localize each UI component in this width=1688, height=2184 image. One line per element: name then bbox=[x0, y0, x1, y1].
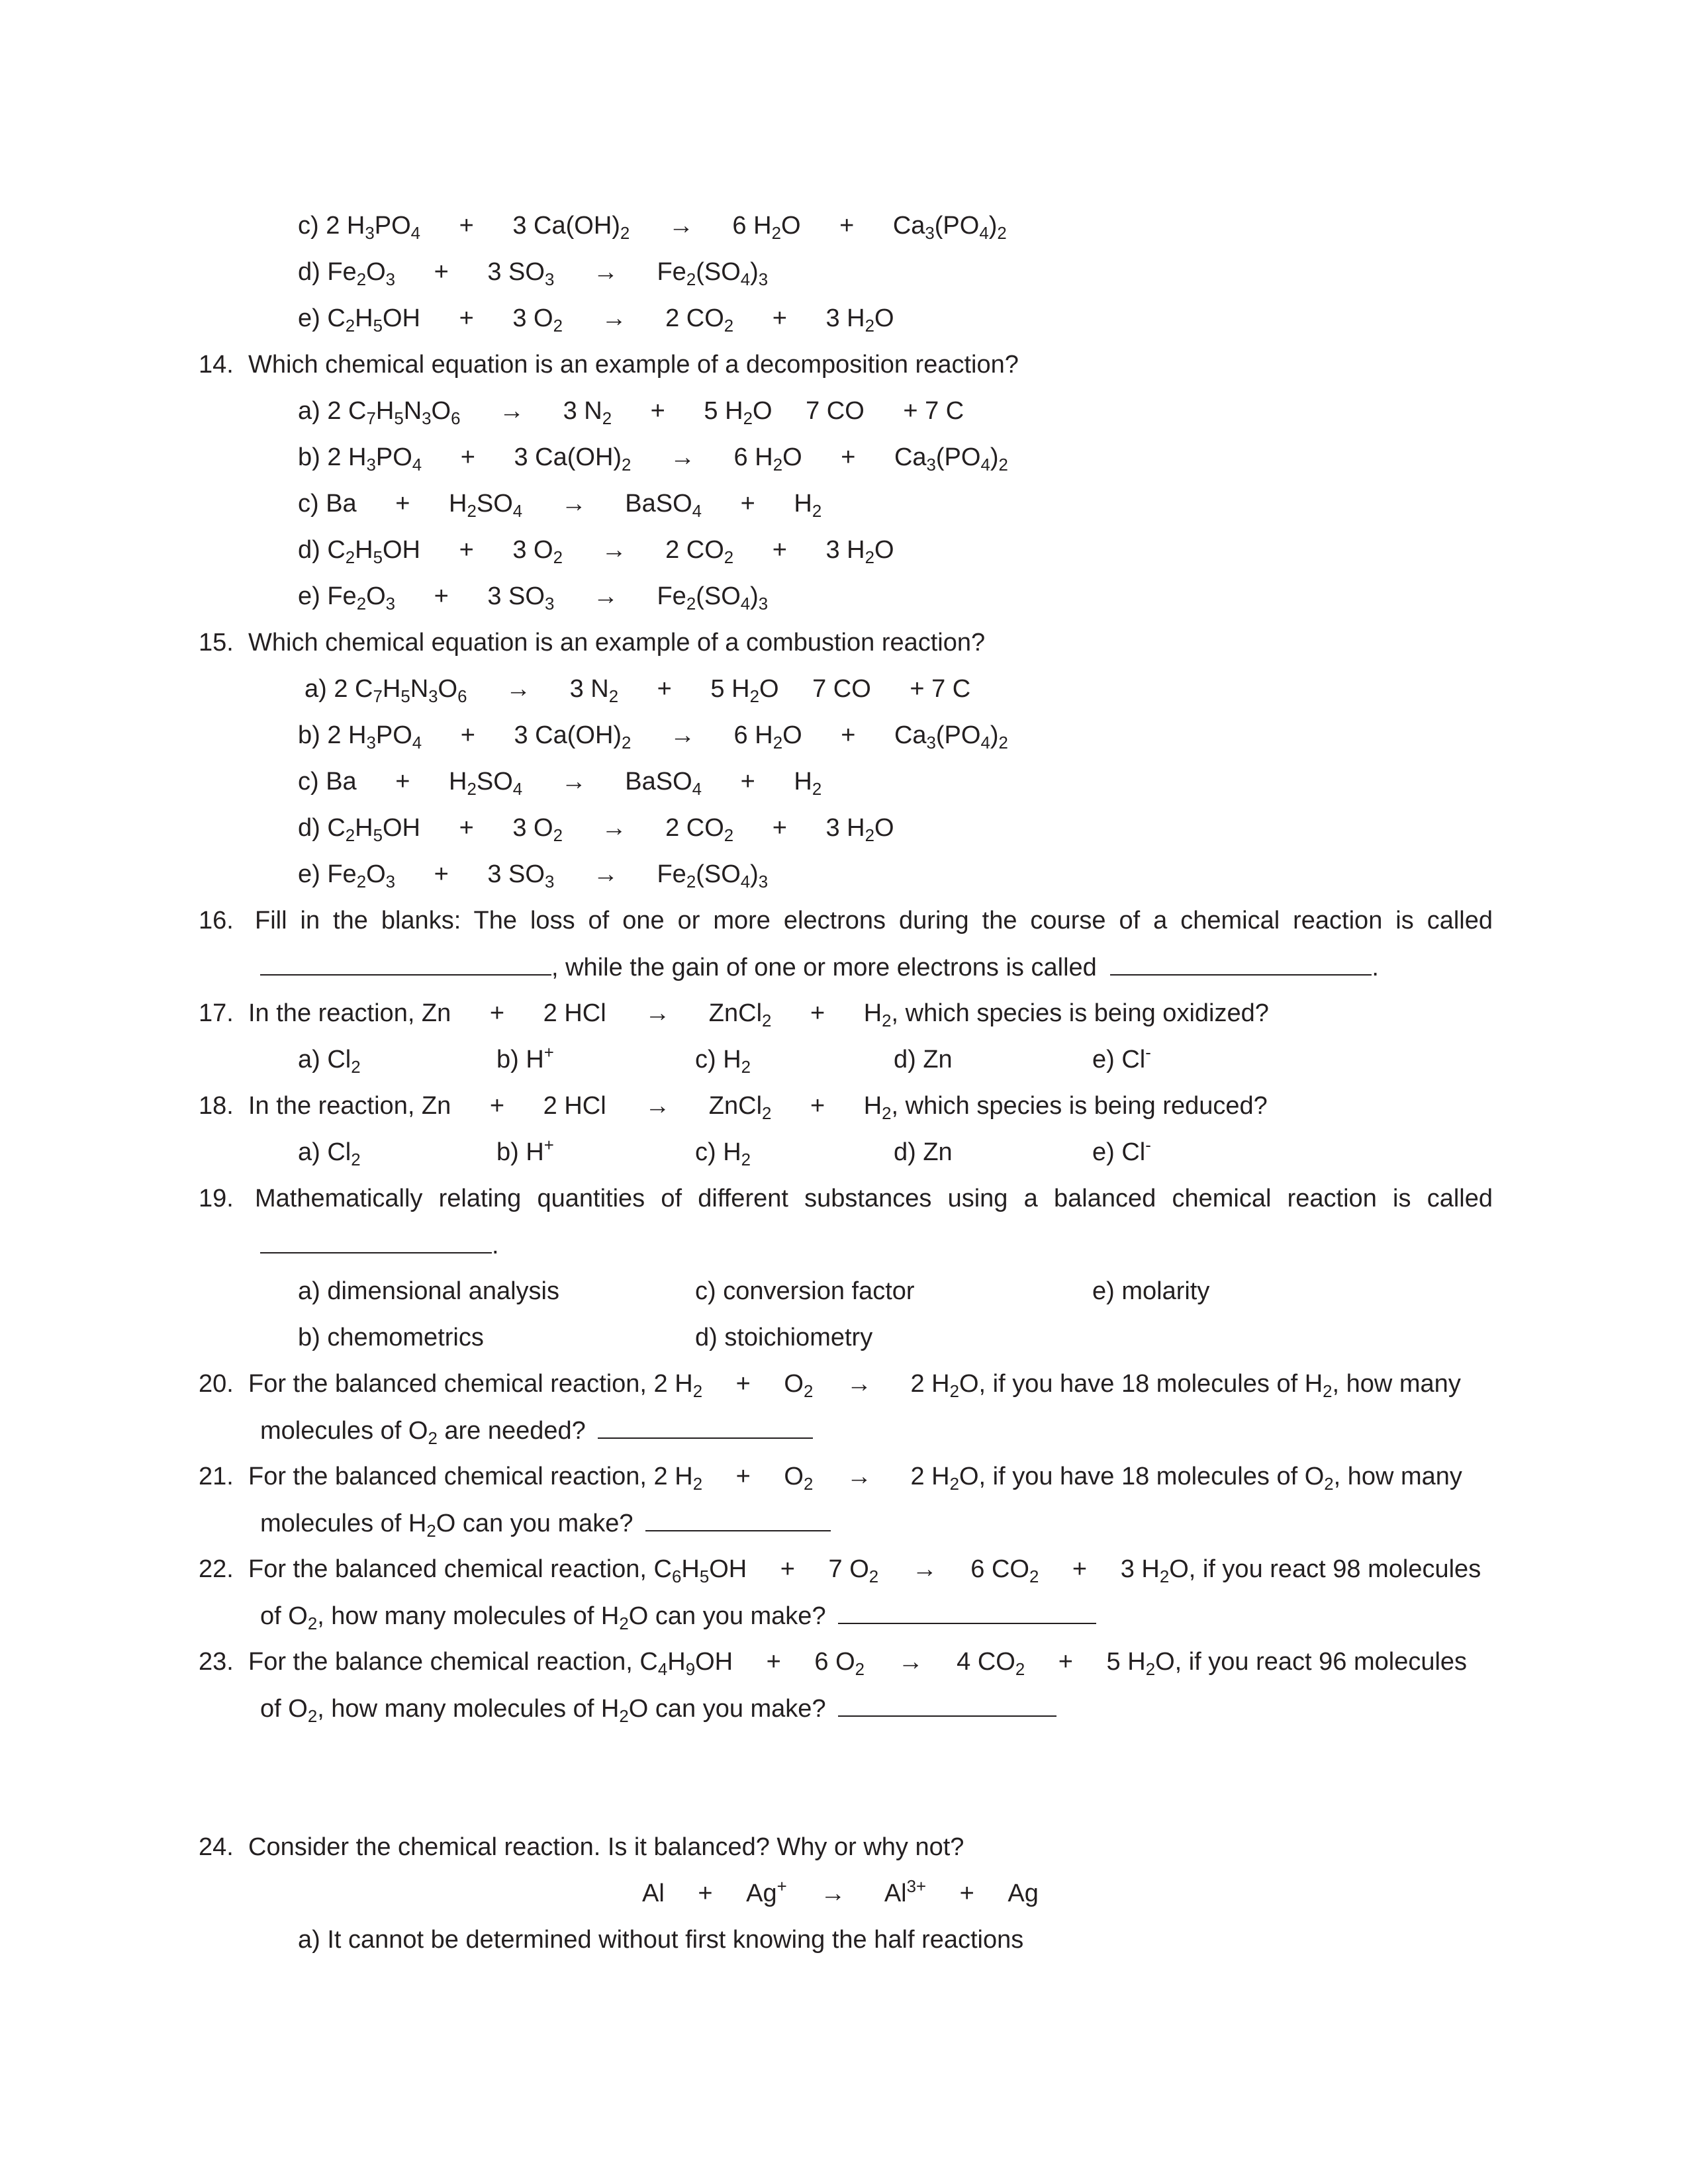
q18-option-a: a) $Cl_2$ bbox=[298, 1138, 361, 1169]
q19-line2: . bbox=[260, 1230, 499, 1261]
q14-option-e: e) $Fe_2O_3 + 3$ $SO_3 \to Fe_2(SO_4)_3$ bbox=[298, 582, 769, 614]
q15-option-d: d) $C_2H_5OH + 3$ $O_2 \to 2$ $CO_2 + 3$ $H_2O$ bbox=[298, 814, 894, 845]
q17-option-c: c) $H_2$ bbox=[695, 1046, 751, 1077]
q20-line2: molecules of $O_2$ are needed? bbox=[260, 1415, 813, 1446]
q19-text: Mathematically relating quantities of different substances using a balanced chemical reaction is called bbox=[255, 1185, 1493, 1212]
q22-number: 22. bbox=[199, 1555, 234, 1583]
q21-answer-blank[interactable] bbox=[645, 1508, 831, 1531]
q21-number: 21. bbox=[199, 1463, 234, 1490]
q15-option-e: e) $Fe_2O_3 + 3$ $SO_3 \to Fe_2(SO_4)_3$ bbox=[298, 860, 769, 891]
q23-answer-blank[interactable] bbox=[838, 1693, 1056, 1717]
q22-line1: For the balanced chemical reaction, $C_6H_5OH + 7$ $O_2 \to 6$ $CO_2 + 3$ $H_2O$, if you react 98 molecules bbox=[248, 1555, 1481, 1586]
q18-option-e: e) Cl- bbox=[1092, 1136, 1151, 1166]
q22-answer-blank[interactable] bbox=[838, 1600, 1096, 1624]
q16-line2: , while the gain of one or more electrons is called . bbox=[260, 952, 1379, 983]
q21-line2: molecules of $H_2O$ can you make? bbox=[260, 1508, 831, 1539]
q14-option-b: b) 2 $H_3PO_4 + 3$ $Ca(OH)_2 \to 6$ $H_2O + Ca_3(PO_4)_2$ bbox=[298, 443, 1008, 475]
q19-option-c: c) conversion factor bbox=[695, 1277, 915, 1305]
q24-number: 24. bbox=[199, 1833, 234, 1861]
q19-option-a: a) dimensional analysis bbox=[298, 1277, 559, 1305]
q17-option-a: a) $Cl_2$ bbox=[298, 1046, 361, 1077]
q16-blank-2[interactable] bbox=[1110, 952, 1372, 976]
q20-number: 20. bbox=[199, 1370, 234, 1398]
q14-option-c: c) $Ba + H_2SO_4$ → BaSO$_4$ + $H_2$ bbox=[298, 490, 822, 521]
q14-option-a: a) 2 $C_7H_5N_3O_6 \to 3$ $N_2 + 5$ $H_2O$ 7 CO + 7 C bbox=[298, 397, 964, 428]
q14-option-d: d) $C_2H_5OH + 3$ $O_2 \to 2$ $CO_2 + 3$ $H_2O$ bbox=[298, 536, 894, 567]
q16-number: 16. bbox=[199, 907, 234, 934]
q17-option-d: d) Zn bbox=[894, 1046, 953, 1073]
q19-blank[interactable] bbox=[260, 1230, 492, 1253]
q23-number: 23. bbox=[199, 1648, 234, 1676]
q17-number: 17. bbox=[199, 999, 234, 1027]
q17-stem: In the reaction, Zn + 2 HCl → ZnCl$_2$ + $H_2$, which species is being oxidized? bbox=[248, 999, 1269, 1030]
q15-option-a: a) 2 $C_7H_5N_3O_6 \to 3$ $N_2 + 5$ $H_2O$ 7 CO + 7 C bbox=[305, 675, 971, 706]
q21-line1: For the balanced chemical reaction, 2 $H_2 + O_2 \to 2$ $H_2O$, if you have 18 molecules of $O_2$, how many bbox=[248, 1463, 1462, 1494]
q15-number: 15. bbox=[199, 629, 234, 657]
q24-option-a: a) It cannot be determined without first knowing the half reactions bbox=[298, 1926, 1024, 1954]
q20-answer-blank[interactable] bbox=[598, 1415, 813, 1439]
q15-option-b: b) 2 $H_3PO_4 + 3$ $Ca(OH)_2 \to 6$ $H_2O + Ca_3(PO_4)_2$ bbox=[298, 721, 1008, 752]
q19-option-d: d) stoichiometry bbox=[695, 1324, 873, 1351]
q18-option-c: c) $H_2$ bbox=[695, 1138, 751, 1169]
q19-option-b: b) chemometrics bbox=[298, 1324, 484, 1351]
q18-option-b: b) H+ bbox=[496, 1136, 554, 1166]
q17-option-e: e) Cl- bbox=[1092, 1043, 1151, 1073]
q24-text: Consider the chemical reaction. Is it balanced? Why or why not? bbox=[248, 1833, 964, 1861]
q18-stem: In the reaction, Zn + 2 HCl → ZnCl$_2$ + $H_2$, which species is being reduced? bbox=[248, 1092, 1268, 1123]
q17-option-b: b) H+ bbox=[496, 1043, 554, 1073]
q14-text: Which chemical equation is an example of a decomposition reaction? bbox=[248, 351, 1019, 379]
q23-line2: of $O_2$, how many molecules of $H_2O$ can you make? bbox=[260, 1693, 1056, 1724]
q14-number: 14. bbox=[199, 351, 234, 379]
q16-blank-1[interactable] bbox=[260, 952, 551, 976]
q20-line1: For the balanced chemical reaction, 2 $H_2 + O_2 \to 2$ $H_2O$, if you have 18 molecules of $H_2$, how many bbox=[248, 1370, 1461, 1401]
q13-option-e: e) $C_2H_5OH + 3$ $O_2 \to 2$ $CO_2 + 3$ $H_2O$ bbox=[298, 304, 894, 336]
q15-text: Which chemical equation is an example of a combustion reaction? bbox=[248, 629, 986, 657]
q19-option-e: e) molarity bbox=[1092, 1277, 1210, 1305]
q23-line1: For the balance chemical reaction, $C_4H_9OH + 6$ $O_2 \to 4$ $CO_2 + 5$ $H_2O$, if you react 96 molecules bbox=[248, 1648, 1468, 1679]
q13-option-d: d) $Fe_2O_3 + 3$ $SO_3 \to Fe_2(SO_4)_3$ bbox=[298, 258, 769, 289]
q18-option-d: d) Zn bbox=[894, 1138, 953, 1166]
q22-line2: of $O_2$, how many molecules of $H_2O$ can you make? bbox=[260, 1600, 1096, 1631]
q24-equation: $Al + Ag^+ \to Al^{3+} + Ag$ bbox=[642, 1877, 1039, 1907]
q18-number: 18. bbox=[199, 1092, 234, 1120]
q19-number: 19. bbox=[199, 1185, 234, 1212]
q13-option-c: c) 2 $H_3PO_4 + 3$ $Ca(OH)_2 \to 6$ $H_2O + Ca_3(PO_4)_2$ bbox=[298, 212, 1007, 243]
q16-text: Fill in the blanks: The loss of one or more electrons during the course of a chemical reaction is called bbox=[255, 907, 1493, 934]
q15-option-c: c) $Ba + H_2SO_4$ → BaSO$_4$ + $H_2$ bbox=[298, 768, 822, 799]
